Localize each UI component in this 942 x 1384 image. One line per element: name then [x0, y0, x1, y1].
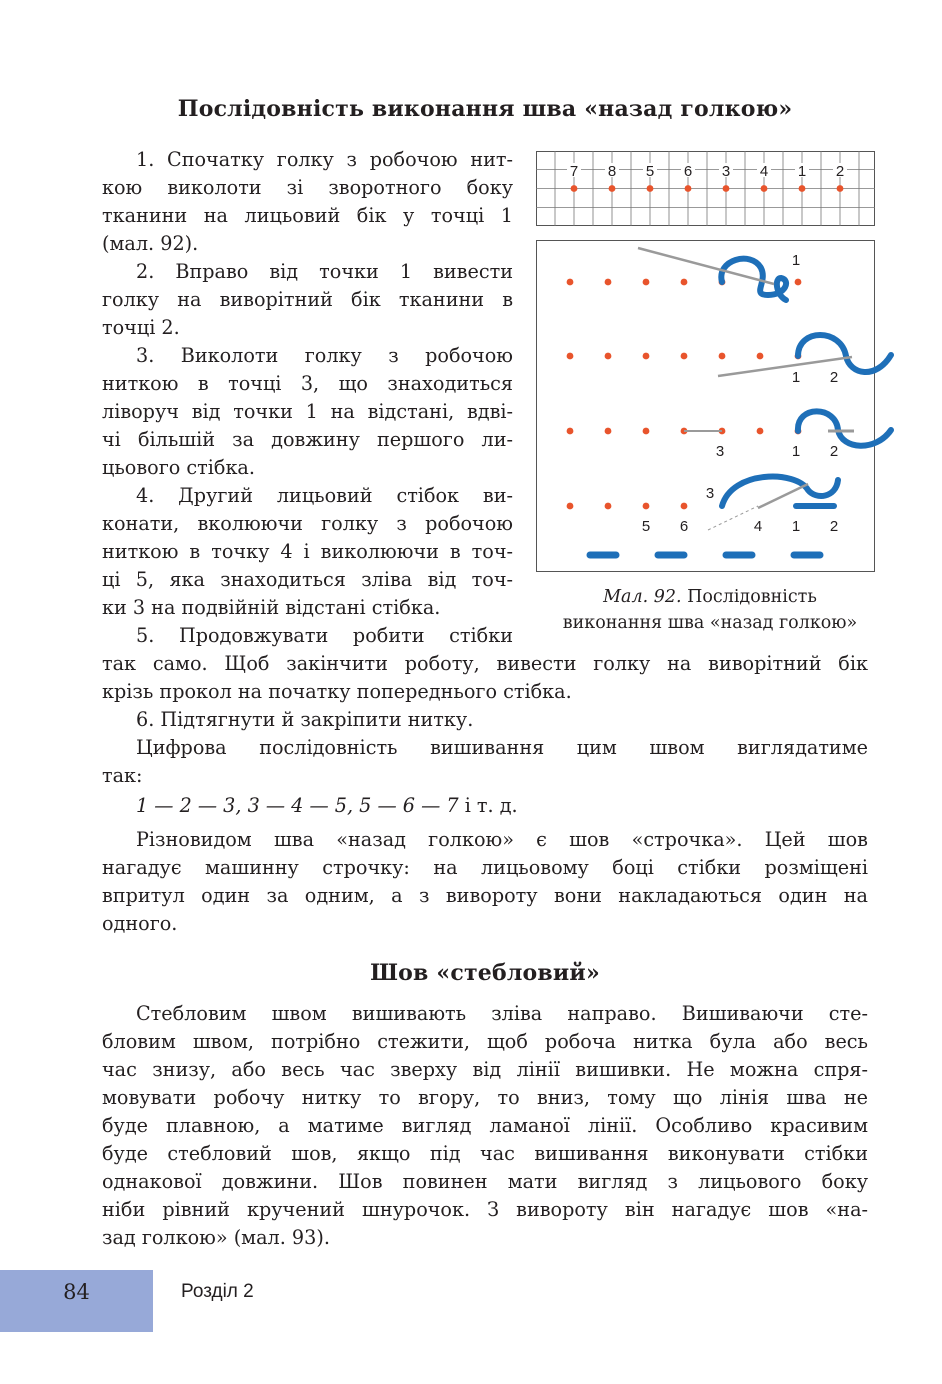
- step-1: [102, 146, 513, 258]
- text-line: цьового стібка.: [102, 456, 255, 479]
- sequence-numbers: 1 — 2 — 3, 3 — 4 — 5, 5 — 6 — 7: [136, 794, 459, 817]
- text-line: так:: [102, 764, 143, 787]
- text-line: бловим швом, потрібно стежити, щоб робоча нитка була або весь: [102, 1030, 868, 1053]
- text-line: так само. Щоб закінчити роботу, вивести голку на виворітний бік: [102, 652, 868, 675]
- text-line: точці 2.: [102, 316, 180, 339]
- text-line: голку на виворітний бік тканини в: [102, 288, 513, 311]
- text-line: ніби рівний кручений шнурочок. З вивороту він нагадує шов «на-: [102, 1198, 868, 1221]
- grid-label: 5: [645, 163, 655, 180]
- sequence-suffix: і т. д.: [458, 794, 518, 817]
- steps-full-width: [102, 650, 868, 938]
- point-label: 5: [641, 518, 651, 535]
- text-line: ниткою в точку 4 і виколюючи в точ-: [102, 540, 513, 563]
- point-label: 3: [705, 485, 715, 502]
- figure-stitch-steps: [536, 240, 906, 576]
- text-line: Різновидом шва «назад голкою» є шов «строчка». Цей шов: [136, 828, 868, 851]
- text-line: тканини на лицьовий бік у точці 1: [102, 204, 513, 227]
- point-label: 3: [715, 443, 725, 460]
- text-line: кою виколоти зі зворотного боку: [102, 176, 513, 199]
- grid-label: 2: [835, 163, 845, 180]
- text-line: ці 5, яка знаходиться зліва від точ-: [102, 568, 513, 591]
- grid-label: 3: [721, 163, 731, 180]
- caption-text: Послідовність: [681, 587, 817, 607]
- point-label: 1: [791, 518, 801, 535]
- text-line: впритул один за одним, а з вивороту вони накладаються один на: [102, 884, 868, 907]
- text-line: одного.: [102, 912, 178, 935]
- figure-grid: [536, 151, 876, 227]
- point-label: 1: [791, 369, 801, 386]
- text-line: ниткою в точці 3, що знаходиться: [102, 372, 513, 395]
- text-line: 1. Спочатку голку з робочою нит-: [136, 148, 513, 171]
- text-line: буде плавною, а матиме вигляд ламаної лінії. Особливо красивим: [102, 1114, 868, 1137]
- heading-back-stitch: Послідовність виконання шва «назад голкою»: [177, 96, 793, 122]
- text-line: ки 3 на подвійній відстані стібка.: [102, 596, 441, 619]
- point-label: 2: [829, 518, 839, 535]
- text-line: 2. Вправо від точки 1 вивести: [136, 260, 513, 283]
- text-line: конати, вколюючи голку з робочою: [102, 512, 513, 535]
- text-line: час знизу, або весь час зверху від лінії вишивки. Не можна спря-: [102, 1058, 868, 1081]
- text-line: ліворуч від точки 1 на відстані, вдві-: [102, 400, 513, 423]
- grid-label: 8: [607, 163, 617, 180]
- text-line: мовувати робочу нитку то вгору, то вниз, тому що лінія шва не: [102, 1086, 868, 1109]
- step-2: [102, 258, 513, 342]
- grid-label: 6: [683, 163, 693, 180]
- text-line: однакової довжини. Шов повинен мати вигляд з лицьового боку: [102, 1170, 868, 1193]
- text-line: (мал. 92).: [102, 232, 199, 255]
- caption-text: виконання шва «назад голкою»: [562, 613, 858, 633]
- text-line: крізь прокол на початку попереднього стібка.: [102, 680, 572, 703]
- text-line: Цифрова послідовність вишивання цим швом виглядатиме: [136, 736, 868, 759]
- point-label: 1: [791, 252, 801, 269]
- figure-caption: [538, 584, 882, 636]
- stem-stitch-paragraph: [102, 1000, 868, 1252]
- sequence-line: [102, 792, 868, 820]
- section-label: Розділ 2: [181, 1281, 254, 1302]
- point-label: 4: [753, 518, 763, 535]
- step-4: [102, 482, 513, 622]
- page-number: 84: [63, 1280, 90, 1304]
- step-6: 6. Підтягнути й закріпити нитку.: [136, 708, 474, 731]
- text-line: зад голкою» (мал. 93).: [102, 1226, 330, 1249]
- text-line: Стебловим швом вишивають зліва направо. Вишиваючи сте-: [136, 1002, 868, 1025]
- text-line: чі більшій за довжину першого ли-: [102, 428, 513, 451]
- caption-label: Мал. 92.: [603, 587, 682, 607]
- text-line: 4. Другий лицьовий стібок ви-: [136, 484, 513, 507]
- text-line: нагадує машинну строчку: на лицьовому боці стібки розміщені: [102, 856, 868, 879]
- steps-left-column: [102, 146, 513, 650]
- grid-label: 1: [797, 163, 807, 180]
- step-5-first-line: 5. Продовжувати робити стібки: [136, 624, 513, 647]
- grid-label: 4: [759, 163, 769, 180]
- text-line: 3. Виколоти голку з робочою: [136, 344, 513, 367]
- point-label: 2: [829, 369, 839, 386]
- heading-stem-stitch: Шов «стебловий»: [370, 960, 600, 986]
- point-label: 1: [791, 443, 801, 460]
- step-3: [102, 342, 513, 482]
- point-label: 6: [679, 518, 689, 535]
- point-label: 2: [829, 443, 839, 460]
- grid-label: 7: [569, 163, 579, 180]
- text-line: буде стебловий шов, якщо під час вишивання виконувати стібки: [102, 1142, 868, 1165]
